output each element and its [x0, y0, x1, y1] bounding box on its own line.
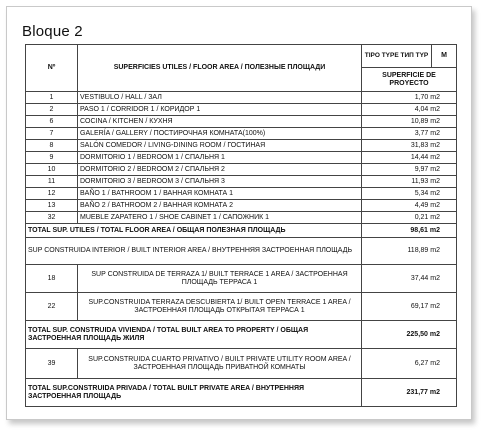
- row-num: 2: [26, 104, 78, 116]
- table-row: [26, 212, 457, 224]
- header-row: [26, 45, 457, 68]
- total-privada-row: [26, 379, 457, 407]
- row-desc: BAÑO 1 / BATHROOM 1 / ВАННАЯ КОМНАТА 1: [78, 188, 362, 200]
- row-desc: COCINA / KITCHEN / КУХНЯ: [78, 116, 362, 128]
- row-num: 13: [26, 200, 78, 212]
- table-row: [26, 140, 457, 152]
- header-superficie-proyecto: SUPERFICIE DE PROYECTO: [362, 68, 457, 92]
- table-row: [26, 152, 457, 164]
- row-num: 32: [26, 212, 78, 224]
- row-desc: DORMITORIO 1 / BEDROOM 1 / СПАЛЬНЯ 1: [78, 152, 362, 164]
- row-desc: SALÓN COMEDOR / LIVING-DINING ROOM / ГОСТИНАЯ: [78, 140, 362, 152]
- total-utiles-row: [26, 224, 457, 238]
- row-desc: SUP.CONSTRUIDA TERRAZA DESCUBIERTA 1/ BUILT OPEN TERRACE 1 AREA / ЗАСТРОЕННАЯ ПЛОЩАДЬ ОТКРЫТАЯ ТЕРРАСА 1: [78, 293, 362, 321]
- row-area: 69,17 m2: [362, 293, 457, 321]
- area-table: [25, 44, 457, 407]
- row-num: 10: [26, 164, 78, 176]
- row-area: 0,21 m2: [362, 212, 457, 224]
- row-area: 1,70 m2: [362, 92, 457, 104]
- row-num: 1: [26, 92, 78, 104]
- row-num: 7: [26, 128, 78, 140]
- row-num: 11: [26, 176, 78, 188]
- row-num: 22: [26, 293, 78, 321]
- sup-construida-interior-label: SUP CONSTRUIDA INTERIOR / BUILT INTERIOR AREA / ВНУТРЕННЯЯ ЗАСТРОЕННАЯ ПЛОЩАДЬ: [26, 238, 362, 265]
- table-row: [26, 128, 457, 140]
- total-vivienda-label: TOTAL SUP. CONSTRUIDA VIVIENDA / TOTAL BUILT AREA TO PROPERTY / ОБЩАЯ ЗАСТРОЕННАЯ ПЛОЩАДЬ ЖИЛЯ: [26, 321, 362, 349]
- total-privada-value: 231,77 m2: [362, 379, 457, 407]
- row-area: 9,97 m2: [362, 164, 457, 176]
- total-vivienda-value: 225,50 m2: [362, 321, 457, 349]
- row-desc: VESTIBULO / HALL / ЗАЛ: [78, 92, 362, 104]
- row-desc: GALERÍA / GALLERY / ПОСТИРОЧНАЯ КОМНАТА(100%): [78, 128, 362, 140]
- header-tipo: TIPO TYPE ТИП TYP: [362, 45, 432, 68]
- sup-construida-interior-row: [26, 238, 457, 265]
- row-area: 11,93 m2: [362, 176, 457, 188]
- header-num: Nº: [26, 45, 78, 92]
- table-row: [26, 176, 457, 188]
- table-row: [26, 200, 457, 212]
- row-desc: SUP.CONSTRUIDA CUARTO PRIVATIVO / BUILT PRIVATE UTILITY ROOM AREA / ЗАСТРОЕННАЯ ПЛОЩАДЬ ПРИВАТНОЙ КОМНАТЫ: [78, 349, 362, 379]
- row-area: 3,77 m2: [362, 128, 457, 140]
- total-utiles-label: TOTAL SUP. UTILES / TOTAL FLOOR AREA / ОБЩАЯ ПОЛЕЗНАЯ ПЛОЩАДЬ: [26, 224, 362, 238]
- total-vivienda-row: [26, 321, 457, 349]
- header-superficies: SUPERFICIES UTILES / FLOOR AREA / ПОЛЕЗНЫЕ ПЛОЩАДИ: [78, 45, 362, 92]
- row-area: 5,34 m2: [362, 188, 457, 200]
- row-num: 8: [26, 140, 78, 152]
- table-row: [26, 164, 457, 176]
- row-num: 18: [26, 265, 78, 293]
- header-m: M: [432, 45, 457, 68]
- total-privada-label: TOTAL SUP.CONSTRUIDA PRIVADA / TOTAL BUILT PRIVATE AREA / ВНУТРЕННЯЯ ЗАСТРОЕННАЯ ПЛОЩАДЬ: [26, 379, 362, 407]
- row-num: 39: [26, 349, 78, 379]
- row-desc: MUEBLE ZAPATERO 1 / SHOE CABINET 1 / САПОЖНИК 1: [78, 212, 362, 224]
- row-desc: DORMITORIO 2 / BEDROOM 2 / СПАЛЬНЯ 2: [78, 164, 362, 176]
- row-desc: SUP CONSTRUIDA DE TERRAZA 1/ BUILT TERRACE 1 AREA / ЗАСТРОЕННАЯ ПЛОЩАДЬ ТЕРРАСА 1: [78, 265, 362, 293]
- sup-construida-interior-value: 118,89 m2: [362, 238, 457, 265]
- row-area: 14,44 m2: [362, 152, 457, 164]
- table-row: [26, 116, 457, 128]
- row-num: 9: [26, 152, 78, 164]
- terraza-18-row: [26, 265, 457, 293]
- row-area: 31,83 m2: [362, 140, 457, 152]
- row-area: 4,04 m2: [362, 104, 457, 116]
- row-area: 4,49 m2: [362, 200, 457, 212]
- row-desc: BAÑO 2 / BATHROOM 2 / ВАННАЯ КОМНАТА 2: [78, 200, 362, 212]
- row-desc: DORMITORIO 3 / BEDROOM 3 / СПАЛЬНЯ 3: [78, 176, 362, 188]
- cuarto-39-row: [26, 349, 457, 379]
- row-area: 6,27 m2: [362, 349, 457, 379]
- page-title: Bloque 2: [22, 23, 83, 40]
- row-num: 6: [26, 116, 78, 128]
- row-num: 12: [26, 188, 78, 200]
- table-row: [26, 188, 457, 200]
- row-area: 10,89 m2: [362, 116, 457, 128]
- row-area: 37,44 m2: [362, 265, 457, 293]
- terraza-22-row: [26, 293, 457, 321]
- table-row: [26, 104, 457, 116]
- table-row: [26, 92, 457, 104]
- total-utiles-value: 98,61 m2: [362, 224, 457, 238]
- row-desc: PASO 1 / CORRIDOR 1 / КОРИДОР 1: [78, 104, 362, 116]
